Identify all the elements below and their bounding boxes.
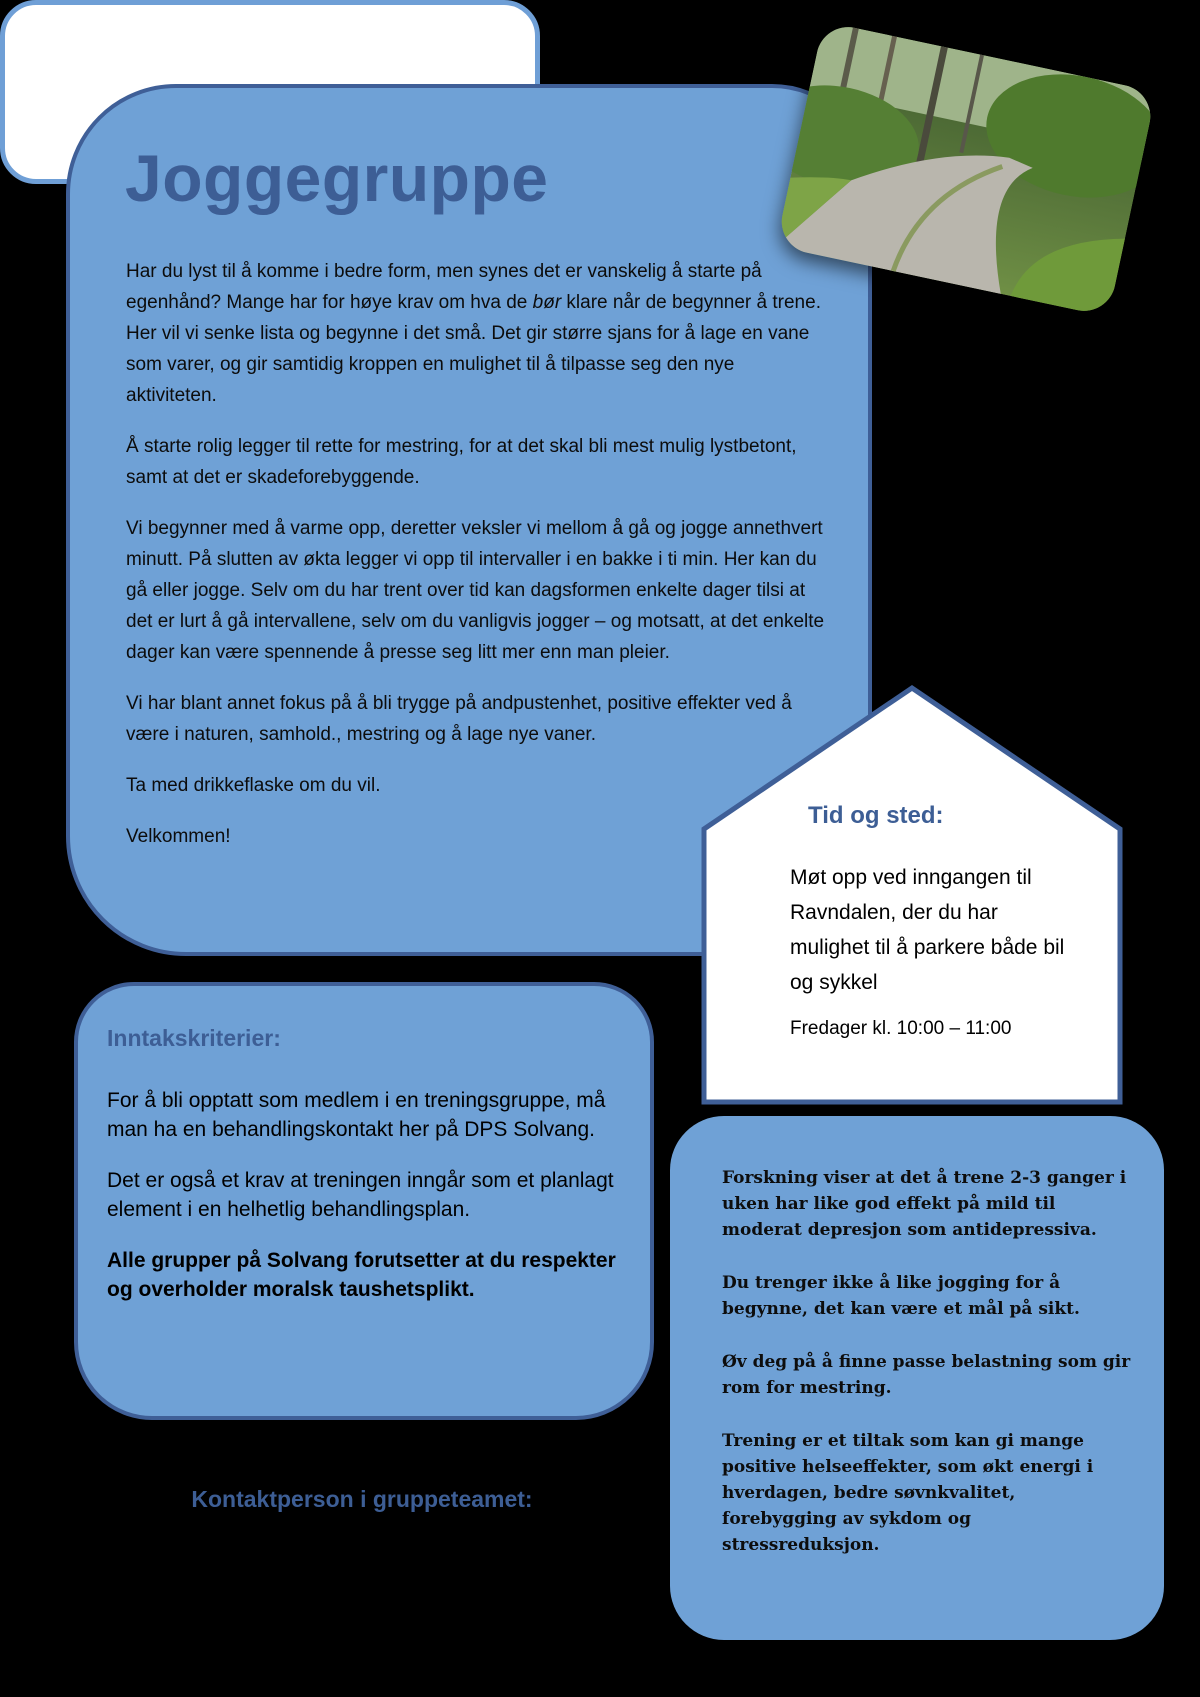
intake-paragraph: Det er også et krav at treningen inngår som et planlagt element i en helhetlig behandlingsplan. — [107, 1169, 614, 1221]
fact-paragraph: Du trenger ikke å like jogging for å begynne, det kan være et mål på sikt. — [722, 1273, 1080, 1319]
intro-paragraph: Vi har blant annet fokus på å bli trygge på andpustenhet, positive effekter ved å være i naturen, samhold., mestring og å lage nye vaner. — [126, 693, 792, 745]
intro-paragraph: Har du lyst til å komme i bedre form, men synes det er vanskelig å starte på egenhånd? Mange har for høye krav om hva de bør klare når de begynner å trene. Her vil vi senke lista og begynne i det små. Det gir større sjans for å lage en vane som varer, og gir samtidig kroppen en mulighet til å tilpasse seg den nye aktiviteten. — [126, 261, 821, 406]
fact-paragraph: Trening er et tiltak som kan gi mange positive helseeffekter, som økt energi i hverdagen, bedre søvnkvalitet, forebygging av sykdom og stressreduksjon. — [722, 1431, 1094, 1555]
emphasis-word: bør — [532, 292, 562, 313]
meeting-time: Fredager kl. 10:00 – 11:00 — [790, 1018, 1012, 1039]
intro-paragraph: Ta med drikkeflaske om du vil. — [126, 775, 381, 796]
fact-paragraph: Forskning viser at det å trene 2-3 ganger i uken har like god effekt på mild til moderat depresjon som antidepressiva. — [722, 1168, 1127, 1240]
intro-paragraph: Å starte rolig legger til rette for mestring, for at det skal bli mest mulig lystbetont, samt at det er skadeforebyggende. — [126, 436, 797, 488]
facts-text — [722, 1165, 1132, 1585]
fact-paragraph: Øv deg på å finne passe belastning som gir rom for mestring. — [722, 1352, 1131, 1398]
place-description: Møt opp ved inngangen til Ravndalen, der du har mulighet til å parkere både bil og sykkel — [790, 866, 1065, 994]
intake-confidentiality-note: Alle grupper på Solvang forutsetter at du respekter og overholder moralsk taushetsplikt. — [107, 1249, 616, 1301]
intro-paragraph: Vi begynner med å varme opp, deretter veksler vi mellom å gå og jogge annethvert minutt. På slutten av økta legger vi opp til intervaller i en bakke i ti min. Her kan du gå eller jogge. Selv om du har trent over tid kan dagsformen enkelte dager tilsi at det er lurt å gå intervallene, selv om du vanligvis jogger – og motsatt, at det enkelte dager kan være spennende å presse seg litt mer enn man pleier. — [126, 518, 825, 663]
contact-details: Fysioterapeut Hilde Sandvik-Olsen, tlf 948 59 332 — [141, 1551, 583, 1573]
page-title: Joggegruppe — [125, 141, 549, 215]
place-heading: Tid og sted: — [808, 802, 944, 829]
contact-heading: Kontaktperson i gruppeteamet: — [191, 1486, 533, 1512]
intro-paragraph: Velkommen! — [126, 826, 231, 847]
intake-paragraph: For å bli opptatt som medlem i en treningsgruppe, må man ha en behandlingskontakt her på DPS Solvang. — [107, 1089, 606, 1141]
intake-heading: Inntakskriterier: — [107, 1025, 281, 1051]
intake-text — [107, 1086, 627, 1326]
